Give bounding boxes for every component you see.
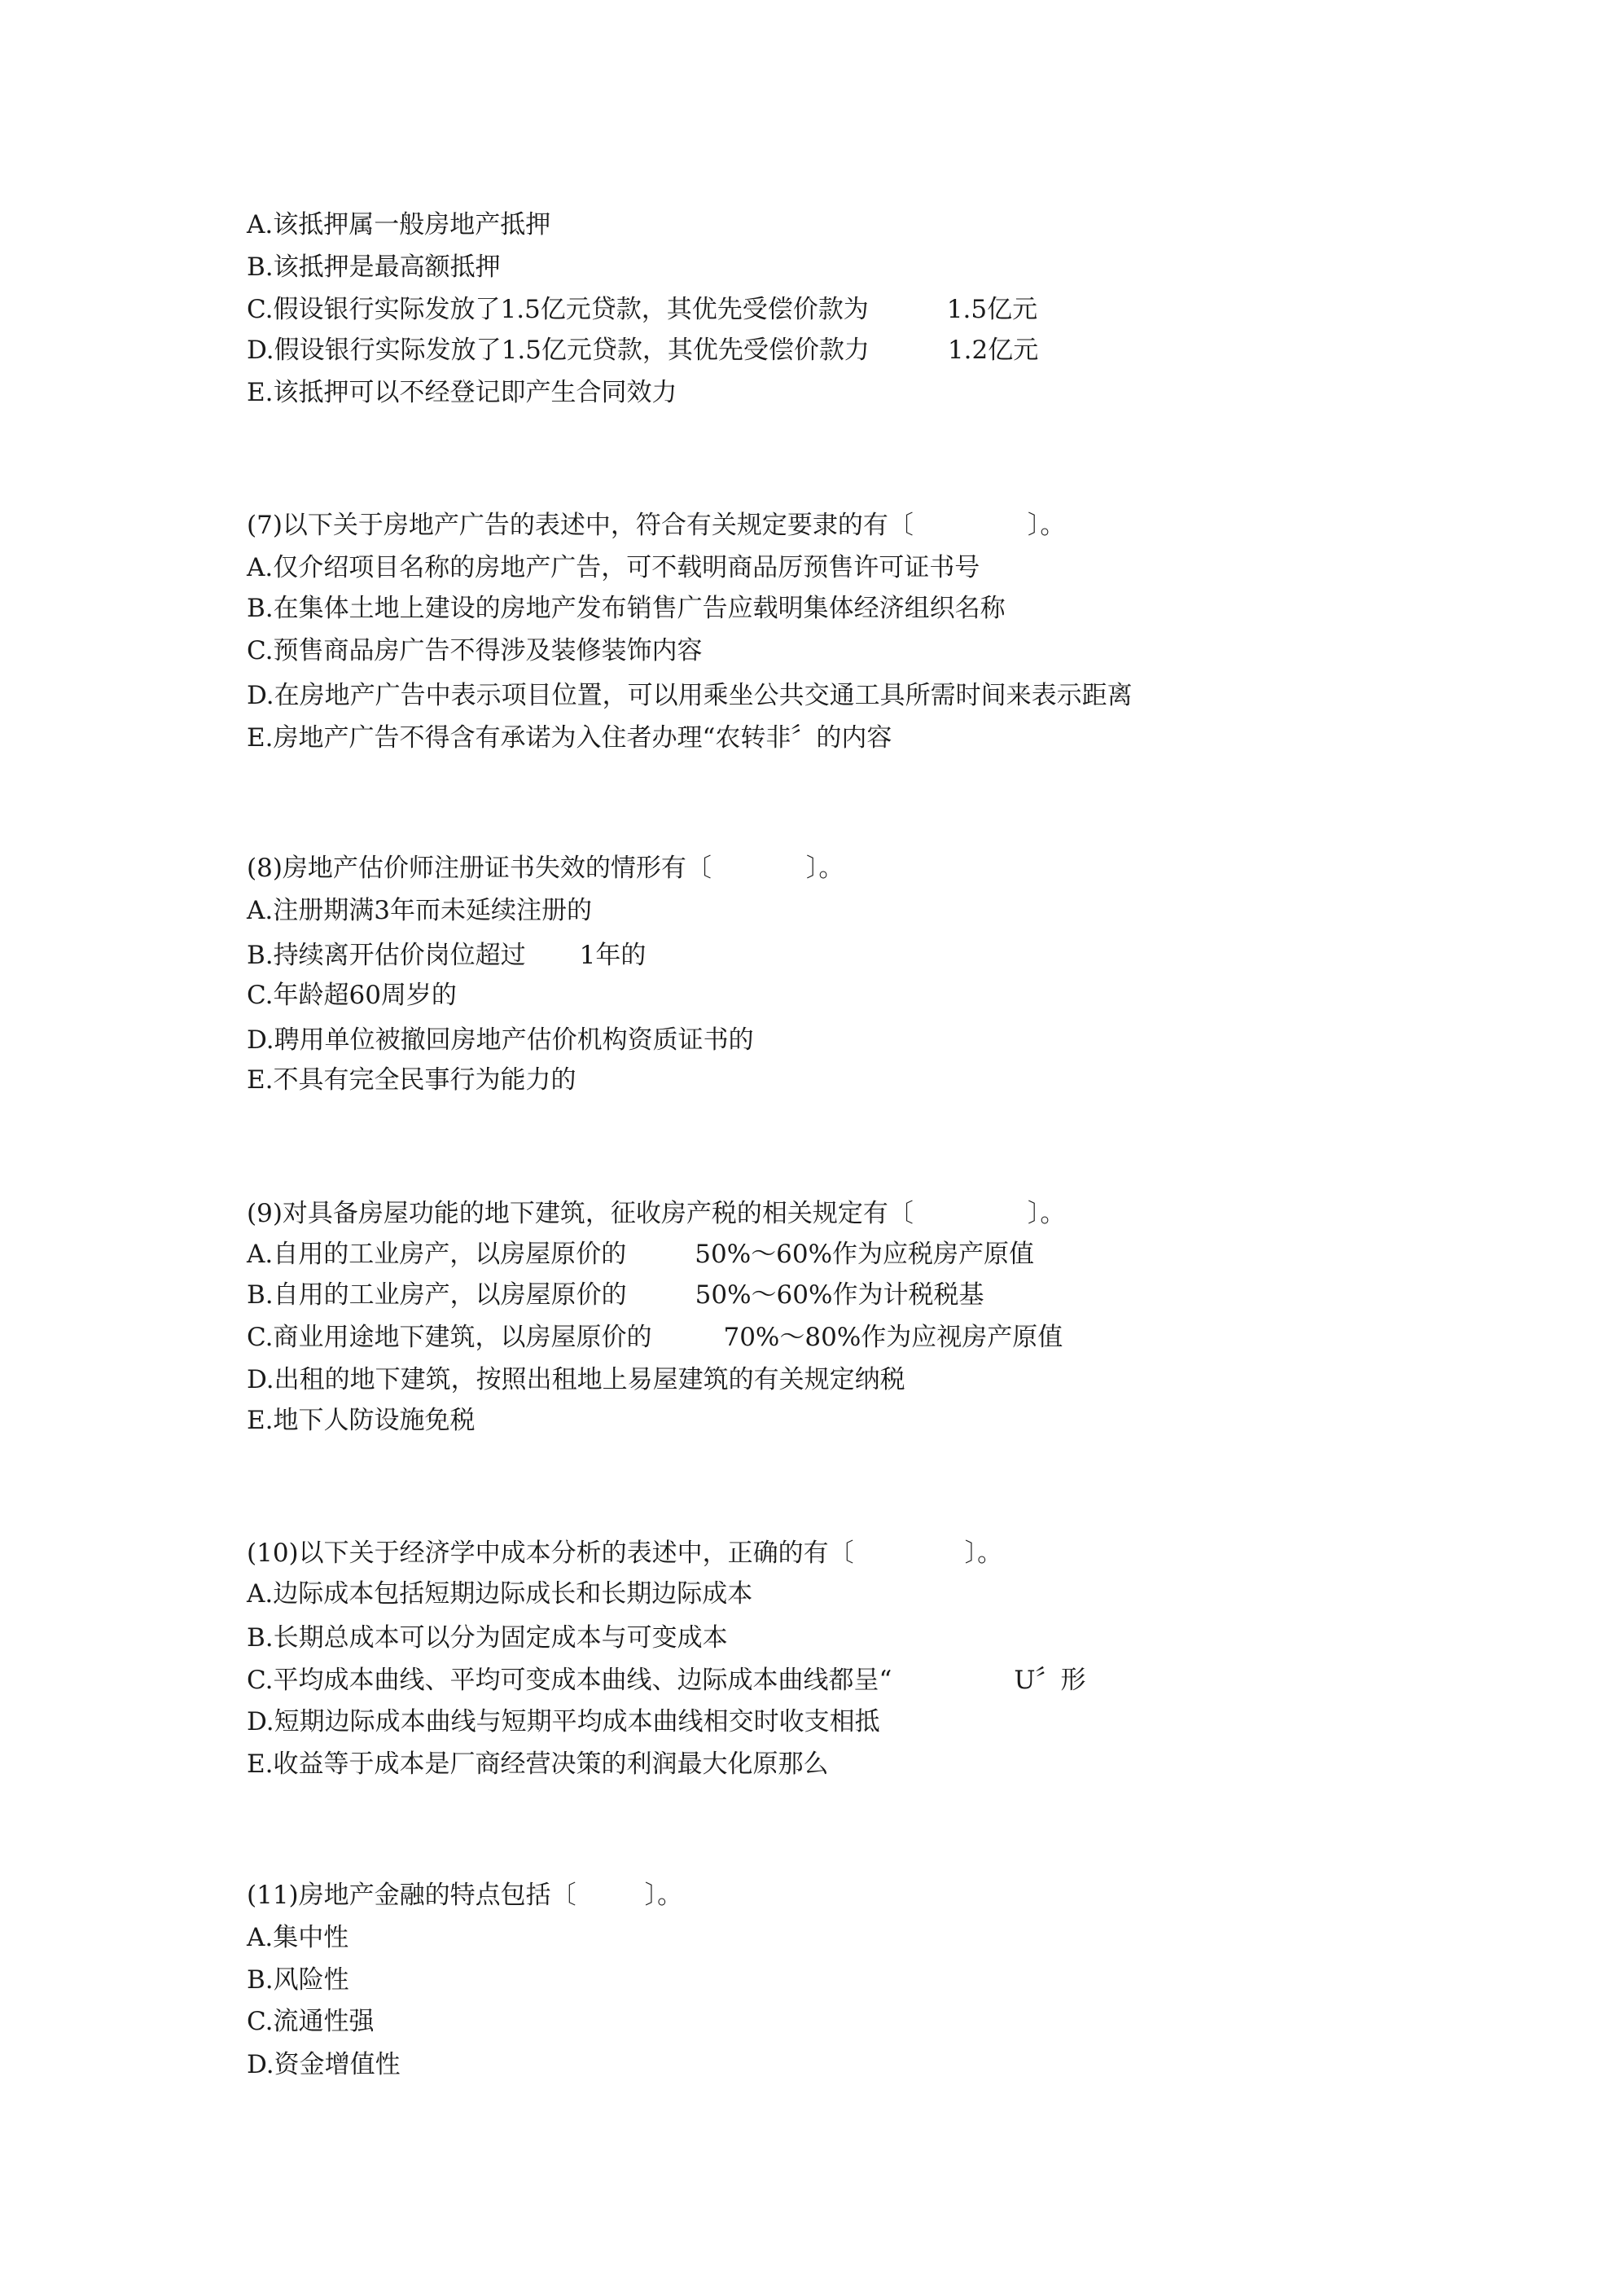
q11-option-b: B.风险性	[247, 1965, 349, 1995]
q11-option-a: A.集中性	[247, 1923, 349, 1952]
q10-option-d: D.短期边际成本曲线与短期平均成本曲线相交时收支相抵	[247, 1707, 880, 1736]
q10-option-c: C.平均成本曲线、平均可变成本曲线、边际成本曲线都呈“ U〞形	[247, 1666, 1086, 1695]
q8-option-d: D.聘用单位被撤回房地产估价机构资质证书的	[247, 1025, 754, 1055]
q6-option-c: C.假设银行实际发放了1.5亿元贷款，其优先受偿价款为 1.5亿元	[247, 295, 1038, 324]
q8-option-b-period: 1年的	[579, 941, 647, 970]
q9-option-b-rate: 50%～60%作为计税税基	[695, 1280, 984, 1310]
q8-option-e: E.不具有完全民事行为能力的	[247, 1065, 576, 1095]
q7-option-c: C.预售商品房广告不得涉及装修装饰内容	[247, 636, 703, 665]
q7-question: (7)以下关于房地产广告的表述中，符合有关规定要隶的有〔 〕。	[247, 511, 1066, 540]
q10-option-b: B.长期总成本可以分为固定成本与可变成本	[247, 1623, 728, 1653]
q6-option-a: A.该抵押属一般房地产抵押	[247, 210, 551, 239]
q8-option-a: A.注册期满3年而未延续注册的	[247, 896, 592, 925]
q6-option-d: D.假设银行实际发放了1.5亿元贷款，其优先受偿价款力 1.2亿元	[247, 336, 1039, 365]
q9-option-c: C.商业用途地下建筑，以房屋原价的 70%～80%作为应视房产原值	[247, 1323, 1063, 1352]
q6-option-d-amount: 1.2亿元	[947, 336, 1039, 365]
q9-option-c-rate: 70%～80%作为应视房产原值	[723, 1323, 1063, 1352]
q7-option-e: E.房地产广告不得含有承诺为入住者办理“农转非〞的内容	[247, 723, 892, 753]
q7-option-b: B.在集体土地上建设的房地产发布销售广告应载明集体经济组织名称	[247, 594, 1006, 623]
q11-option-c: C.流通性强	[247, 2007, 375, 2036]
q8-option-c: C.年龄超60周岁的	[247, 981, 457, 1010]
q9-option-d: D.出租的地下建筑，按照出租地上易屋建筑的有关规定纳税	[247, 1365, 905, 1394]
q9-question: (9)对具备房屋功能的地下建筑，征收房产税的相关规定有〔 〕。	[247, 1199, 1066, 1228]
q8-option-b: B.持续离开估价岗位超过 1年的	[247, 941, 647, 970]
q9-option-e: E.地下人防设施免税	[247, 1406, 476, 1435]
q11-question: (11)房地产金融的特点包括〔 〕。	[247, 1881, 683, 1910]
q6-option-c-amount: 1.5亿元	[946, 295, 1038, 324]
q7-option-a: A.仅介绍项目名称的房地产广告，可不载明商品厉预售许可证书号	[247, 553, 980, 582]
q9-option-b: B.自用的工业房产，以房屋原价的 50%～60%作为计税税基	[247, 1280, 984, 1310]
q6-option-e: E.该抵押可以不经登记即产生合同效力	[247, 378, 677, 407]
q9-option-a-rate: 50%～60%作为应税房产原值	[695, 1240, 1035, 1269]
q10-option-e: E.收益等于成本是厂商经营决策的利润最大化原那么	[247, 1749, 829, 1779]
q10-option-a: A.边际成本包括短期边际成长和长期边际成本	[247, 1579, 753, 1609]
q10-question: (10)以下关于经济学中成本分析的表述中，正确的有〔 〕。	[247, 1539, 1003, 1568]
q6-option-b: B.该抵押是最高额抵押	[247, 252, 501, 282]
q9-option-a: A.自用的工业房产，以房屋原价的 50%～60%作为应税房产原值	[247, 1240, 1035, 1269]
q7-option-d: D.在房地产广告中表示项目位置，可以用乘坐公共交通工具所需时间来表示距离	[247, 681, 1133, 710]
q8-question: (8)房地产估价师注册证书失效的情形有〔 〕。	[247, 854, 844, 883]
q10-option-c-shape: U〞形	[1014, 1666, 1086, 1695]
q11-option-d: D.资金增值性	[247, 2050, 401, 2079]
